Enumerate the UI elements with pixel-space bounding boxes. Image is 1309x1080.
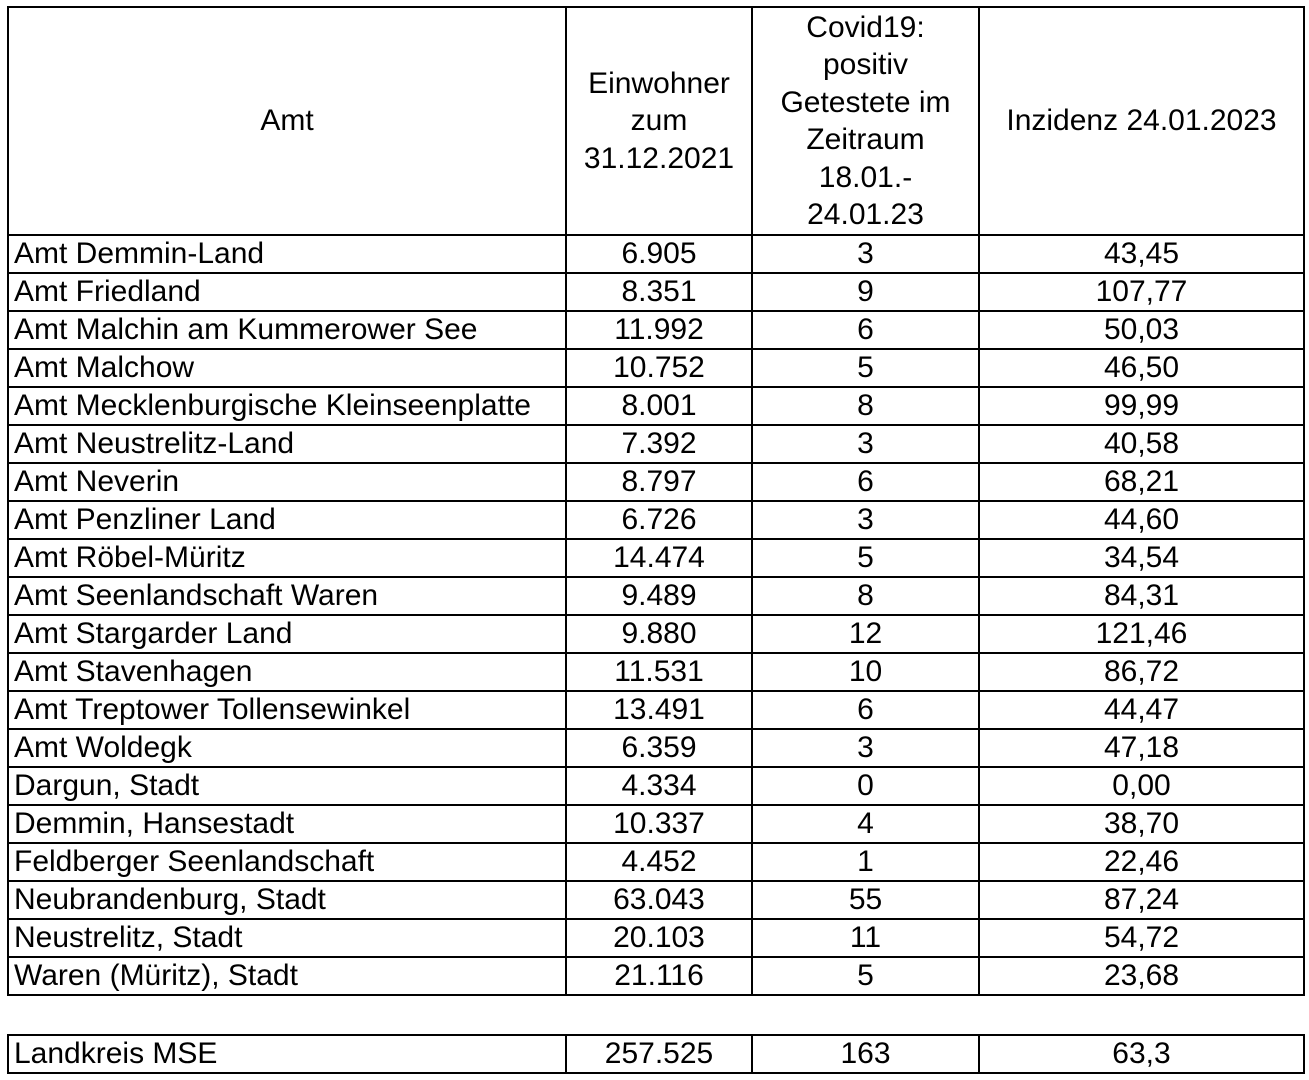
cell-positiv: 6: [752, 311, 979, 349]
cell-positiv: 12: [752, 615, 979, 653]
cell-positiv: 6: [752, 463, 979, 501]
cell-einwohner: 63.043: [566, 881, 752, 919]
cell-amt: Amt Penzliner Land: [8, 501, 566, 539]
incidence-table: [7, 6, 1305, 996]
cell-einwohner: 8.797: [566, 463, 752, 501]
cell-inzidenz: 23,68: [979, 957, 1304, 995]
table-row: [8, 539, 1304, 577]
table-body: [8, 235, 1304, 995]
cell-positiv: 10: [752, 653, 979, 691]
cell-positiv: 6: [752, 691, 979, 729]
cell-amt: Amt Woldegk: [8, 729, 566, 767]
cell-einwohner: 9.489: [566, 577, 752, 615]
table-row: [8, 615, 1304, 653]
cell-positiv: 3: [752, 729, 979, 767]
cell-positiv: 8: [752, 387, 979, 425]
header-amt: Amt: [8, 7, 566, 235]
total-inzidenz: 63,3: [979, 1035, 1304, 1073]
table-row: [8, 273, 1304, 311]
table-row: [8, 235, 1304, 273]
total-amt: Landkreis MSE: [8, 1035, 566, 1073]
cell-einwohner: 21.116: [566, 957, 752, 995]
cell-inzidenz: 68,21: [979, 463, 1304, 501]
cell-amt: Amt Demmin-Land: [8, 235, 566, 273]
cell-positiv: 1: [752, 843, 979, 881]
cell-inzidenz: 43,45: [979, 235, 1304, 273]
cell-amt: Amt Neverin: [8, 463, 566, 501]
cell-positiv: 5: [752, 539, 979, 577]
table-row: [8, 577, 1304, 615]
table-row: [8, 919, 1304, 957]
cell-amt: Neustrelitz, Stadt: [8, 919, 566, 957]
cell-positiv: 55: [752, 881, 979, 919]
cell-einwohner: 6.905: [566, 235, 752, 273]
cell-inzidenz: 47,18: [979, 729, 1304, 767]
cell-amt: Amt Neustrelitz-Land: [8, 425, 566, 463]
cell-inzidenz: 50,03: [979, 311, 1304, 349]
cell-positiv: 0: [752, 767, 979, 805]
cell-inzidenz: 0,00: [979, 767, 1304, 805]
table-row: [8, 425, 1304, 463]
cell-inzidenz: 44,60: [979, 501, 1304, 539]
cell-einwohner: 11.992: [566, 311, 752, 349]
cell-einwohner: 7.392: [566, 425, 752, 463]
cell-positiv: 11: [752, 919, 979, 957]
cell-positiv: 3: [752, 235, 979, 273]
cell-einwohner: 11.531: [566, 653, 752, 691]
cell-einwohner: 6.359: [566, 729, 752, 767]
cell-amt: Amt Malchin am Kummerower See: [8, 311, 566, 349]
cell-inzidenz: 22,46: [979, 843, 1304, 881]
cell-amt: Amt Friedland: [8, 273, 566, 311]
cell-inzidenz: 99,99: [979, 387, 1304, 425]
cell-inzidenz: 87,24: [979, 881, 1304, 919]
cell-amt: Waren (Müritz), Stadt: [8, 957, 566, 995]
table-row: [8, 501, 1304, 539]
cell-amt: Amt Seenlandschaft Waren: [8, 577, 566, 615]
total-einwohner: 257.525: [566, 1035, 752, 1073]
cell-einwohner: 6.726: [566, 501, 752, 539]
table-row: [8, 349, 1304, 387]
header-inzidenz: Inzidenz 24.01.2023: [979, 7, 1304, 235]
cell-positiv: 3: [752, 425, 979, 463]
cell-positiv: 5: [752, 349, 979, 387]
cell-inzidenz: 86,72: [979, 653, 1304, 691]
cell-positiv: 9: [752, 273, 979, 311]
cell-einwohner: 20.103: [566, 919, 752, 957]
cell-einwohner: 8.001: [566, 387, 752, 425]
header-positiv: Covid19: positiv Getestete im Zeitraum 18.01.- 24.01.23: [752, 7, 979, 235]
cell-amt: Dargun, Stadt: [8, 767, 566, 805]
cell-einwohner: 8.351: [566, 273, 752, 311]
cell-inzidenz: 34,54: [979, 539, 1304, 577]
cell-positiv: 8: [752, 577, 979, 615]
cell-einwohner: 9.880: [566, 615, 752, 653]
cell-positiv: 4: [752, 805, 979, 843]
cell-amt: Amt Stavenhagen: [8, 653, 566, 691]
cell-einwohner: 4.452: [566, 843, 752, 881]
table-row: [8, 691, 1304, 729]
cell-einwohner: 10.752: [566, 349, 752, 387]
total-row: [8, 1035, 1304, 1073]
header-row: [8, 7, 1304, 235]
total-positiv: 163: [752, 1035, 979, 1073]
cell-amt: Amt Malchow: [8, 349, 566, 387]
header-einwohner: Einwohner zum 31.12.2021: [566, 7, 752, 235]
cell-positiv: 3: [752, 501, 979, 539]
cell-amt: Amt Treptower Tollensewinkel: [8, 691, 566, 729]
cell-amt: Amt Stargarder Land: [8, 615, 566, 653]
cell-inzidenz: 38,70: [979, 805, 1304, 843]
table-row: [8, 843, 1304, 881]
cell-einwohner: 10.337: [566, 805, 752, 843]
cell-amt: Amt Mecklenburgische Kleinseenplatte: [8, 387, 566, 425]
cell-positiv: 5: [752, 957, 979, 995]
cell-amt: Feldberger Seenlandschaft: [8, 843, 566, 881]
cell-inzidenz: 121,46: [979, 615, 1304, 653]
cell-amt: Demmin, Hansestadt: [8, 805, 566, 843]
cell-inzidenz: 84,31: [979, 577, 1304, 615]
table-row: [8, 463, 1304, 501]
cell-einwohner: 14.474: [566, 539, 752, 577]
total-table: [7, 1034, 1305, 1074]
cell-einwohner: 4.334: [566, 767, 752, 805]
table-row: [8, 311, 1304, 349]
cell-inzidenz: 54,72: [979, 919, 1304, 957]
cell-inzidenz: 46,50: [979, 349, 1304, 387]
table-row: [8, 957, 1304, 995]
table-row: [8, 805, 1304, 843]
table-row: [8, 653, 1304, 691]
cell-einwohner: 13.491: [566, 691, 752, 729]
cell-inzidenz: 44,47: [979, 691, 1304, 729]
table-row: [8, 767, 1304, 805]
cell-amt: Neubrandenburg, Stadt: [8, 881, 566, 919]
cell-inzidenz: 107,77: [979, 273, 1304, 311]
table-row: [8, 387, 1304, 425]
cell-amt: Amt Röbel-Müritz: [8, 539, 566, 577]
table-row: [8, 881, 1304, 919]
cell-inzidenz: 40,58: [979, 425, 1304, 463]
table-row: [8, 729, 1304, 767]
